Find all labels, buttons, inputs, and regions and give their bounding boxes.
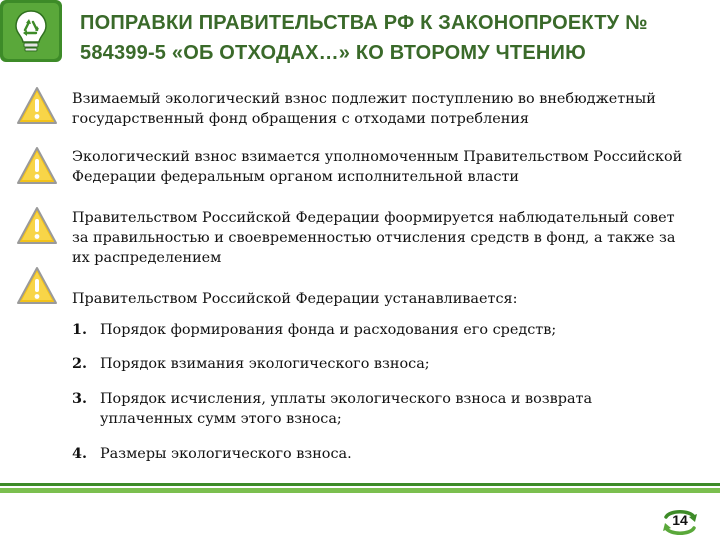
list-item-text: Порядок взимания экологического взноса;: [100, 356, 430, 372]
warning-icon: [16, 266, 58, 306]
list-item-number: 4.: [72, 445, 88, 462]
warning-icon: [16, 86, 58, 126]
list-item-number: 3.: [72, 390, 88, 407]
page-number-badge: [660, 508, 700, 536]
list-item-number: 1.: [72, 321, 88, 338]
list-item-number: 2.: [72, 355, 88, 372]
lightbulb-recycle-icon: [0, 0, 62, 62]
page-title: ПОПРАВКИ ПРАВИТЕЛЬСТВА РФ К ЗАКОНОПРОЕКТУ № 584399-5 «ОБ ОТХОДАХ…» КО ВТОРОМУ ЧТЕНИЮ: [80, 12, 648, 64]
warning-icon: [16, 146, 58, 186]
footer-divider: [0, 488, 720, 493]
list-item-text: Порядок формирования фонда и расходования его средств;: [100, 322, 557, 338]
warning-icon: [16, 206, 58, 246]
bullet-text: Взимаемый экологический взнос подлежит поступлению во внебюджетный государственный фонд обращения с отходами потребления: [72, 91, 656, 127]
list-item-text: Размеры экологического взноса.: [100, 446, 352, 462]
bullet-text: Экологический взнос взимается уполномоченным Правительством Российской Федерации федеральным органом исполнительной власти: [72, 149, 683, 185]
bullet-text: Правительством Российской Федерации фоормируется наблюдательный совет за правильностью и своевременностью отчисления средств в фонд, а также за их распределением: [72, 210, 676, 266]
bullet-text: Правительством Российской Федерации устанавливается:: [72, 291, 518, 307]
list-item-text: Порядок исчисления, уплаты экологического взноса и возврата уплаченных сумм этого взноса;: [100, 391, 593, 427]
page-number: 14: [672, 512, 688, 528]
footer-divider: [0, 483, 720, 486]
